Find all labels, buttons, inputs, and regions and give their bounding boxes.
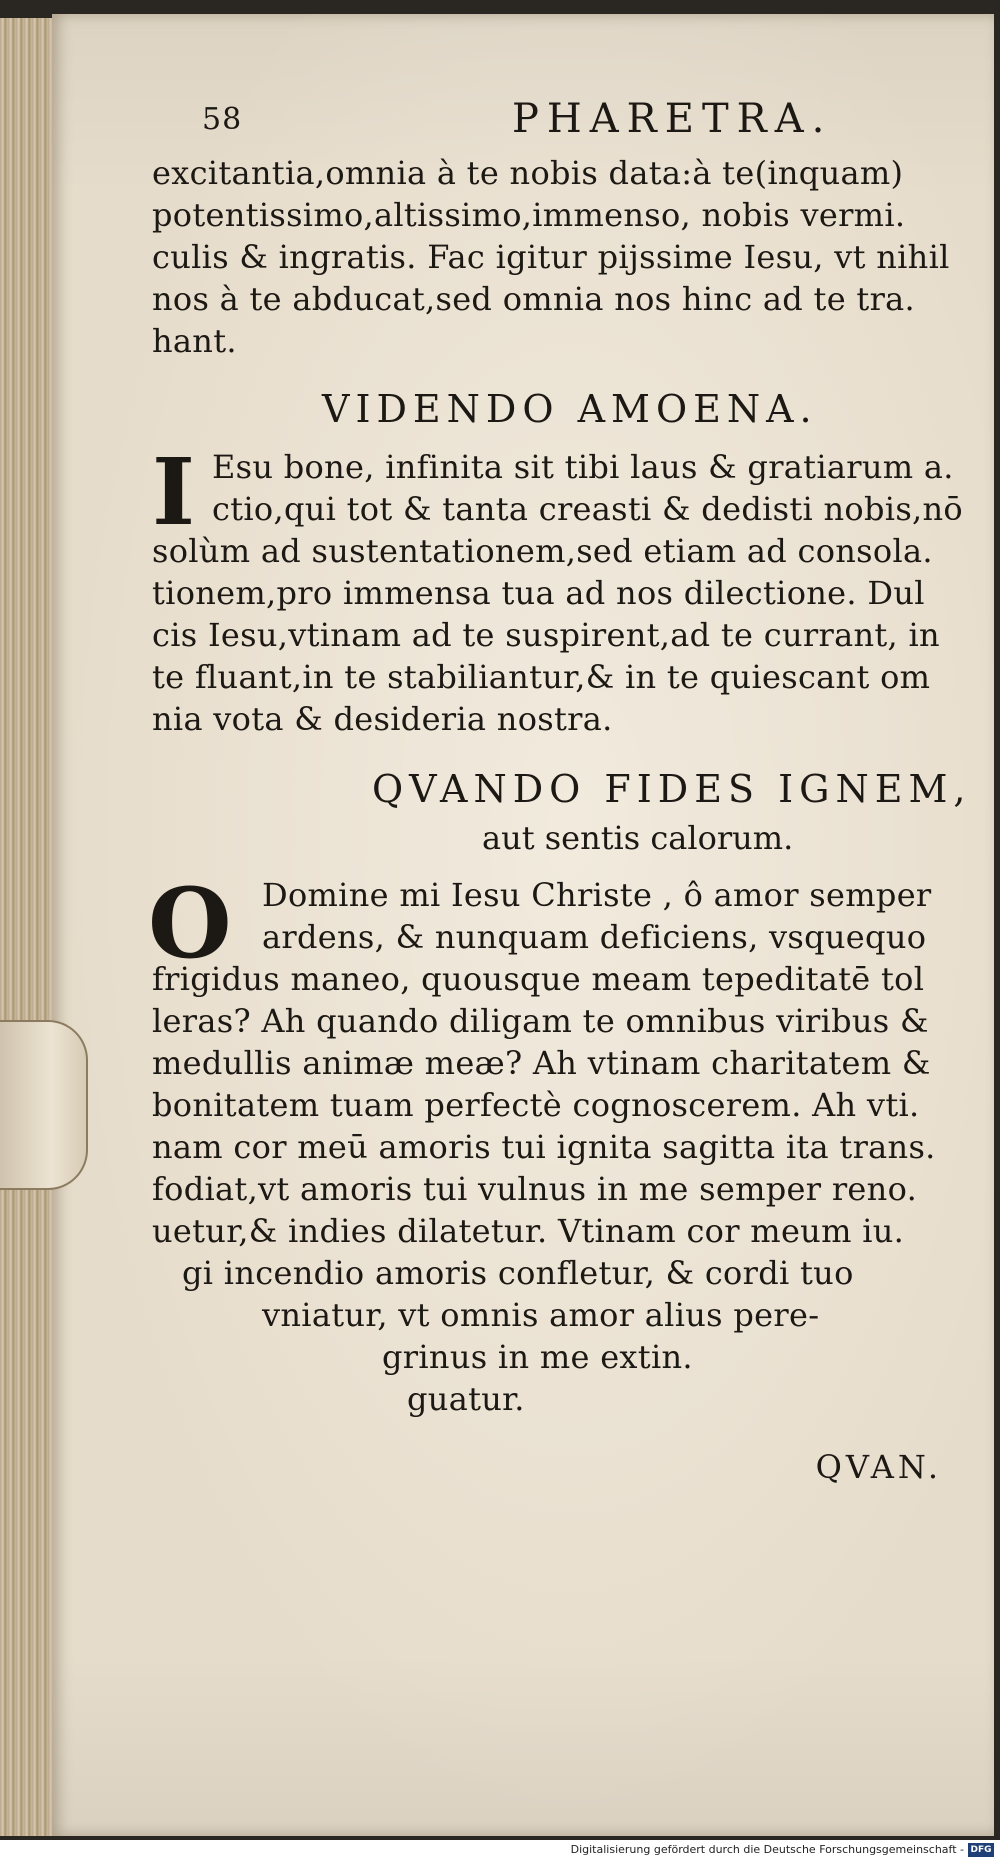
text-line: te fluant,in te stabiliantur,& in te quiescant om: [152, 658, 931, 696]
text-line: uetur,& indies dilatetur. Vtinam cor meum iu.: [152, 1212, 905, 1250]
text-line: solùm ad sustentationem,sed etiam ad consola.: [152, 532, 933, 570]
drop-cap-o: O: [148, 867, 232, 980]
text-line: medullis animæ meæ? Ah vtinam charitatem &: [152, 1044, 931, 1082]
paragraph-iesu-bone: [152, 438, 972, 740]
text-line: culis & ingratis. Fac igitur pijssime Iesu, vt nihil: [152, 238, 950, 276]
text-line: frigidus maneo, quousque meam tepeditatē tol: [152, 960, 925, 998]
book-clasp: [0, 1020, 88, 1190]
text-line: leras? Ah quando diligam te omnibus viribus &: [152, 1002, 929, 1040]
intro-paragraph: [152, 152, 972, 362]
text-line: tionem,pro immensa tua ad nos dilectione. Dul: [152, 574, 925, 612]
text-line: gi incendio amoris confletur, & cordi tuo: [182, 1254, 854, 1292]
text-line: nam cor meū amoris tui ignita sagitta ita trans.: [152, 1128, 936, 1166]
text-line: vniatur, vt omnis amor alius pere-: [262, 1296, 820, 1334]
paragraph-o-domine: [148, 867, 972, 1420]
running-title: PHARETRA.: [512, 96, 833, 142]
attribution-bar: [0, 1840, 1000, 1862]
book-fore-edge: [0, 18, 60, 1836]
text-line: fodiat,vt amoris tui vulnus in me semper reno.: [152, 1170, 918, 1208]
text-line: nia vota & desideria nostra.: [152, 700, 613, 738]
text-line: excitantia,omnia à te nobis data:à te(inquam): [152, 154, 904, 192]
page-number: 58: [202, 102, 243, 137]
book-page: [52, 14, 994, 1836]
text-line: Esu bone, infinita sit tibi laus & gratiarum a.: [212, 448, 954, 486]
page-header: [152, 94, 972, 152]
text-line: potentissimo,altissimo,immenso, nobis vermi.: [152, 196, 906, 234]
text-line: Domine mi Iesu Christe , ô amor semper: [262, 876, 932, 914]
page-text: [148, 94, 972, 1486]
text-line: bonitatem tuam perfectè cognoscerem. Ah vti.: [152, 1086, 920, 1124]
text-line: grinus in me extin.: [382, 1338, 693, 1376]
text-line: hant.: [152, 322, 237, 360]
section-heading-quando: QVANDO FIDES IGNEM,: [372, 767, 972, 811]
section-subheading: aut sentis calorum.: [482, 819, 794, 857]
catchword: QVAN.: [815, 1448, 942, 1486]
funding-credit: Digitalisierung gefördert durch die Deutsche Forschungsgemeinschaft -: [570, 1843, 964, 1856]
text-line: guatur.: [407, 1380, 525, 1418]
drop-cap-i: I: [152, 438, 196, 546]
text-line: nos à te abducat,sed omnia nos hinc ad te tra.: [152, 280, 916, 318]
dfg-logo-icon[interactable]: DFG: [968, 1843, 994, 1857]
text-line: cis Iesu,vtinam ad te suspirent,ad te currant, in: [152, 616, 940, 654]
section-heading-videndo: VIDENDO AMOENA.: [322, 387, 818, 431]
text-line: ardens, & nunquam deficiens, vsquequo: [262, 918, 927, 956]
text-line: ctio,qui tot & tanta creasti & dedisti nobis,nō: [212, 490, 963, 528]
